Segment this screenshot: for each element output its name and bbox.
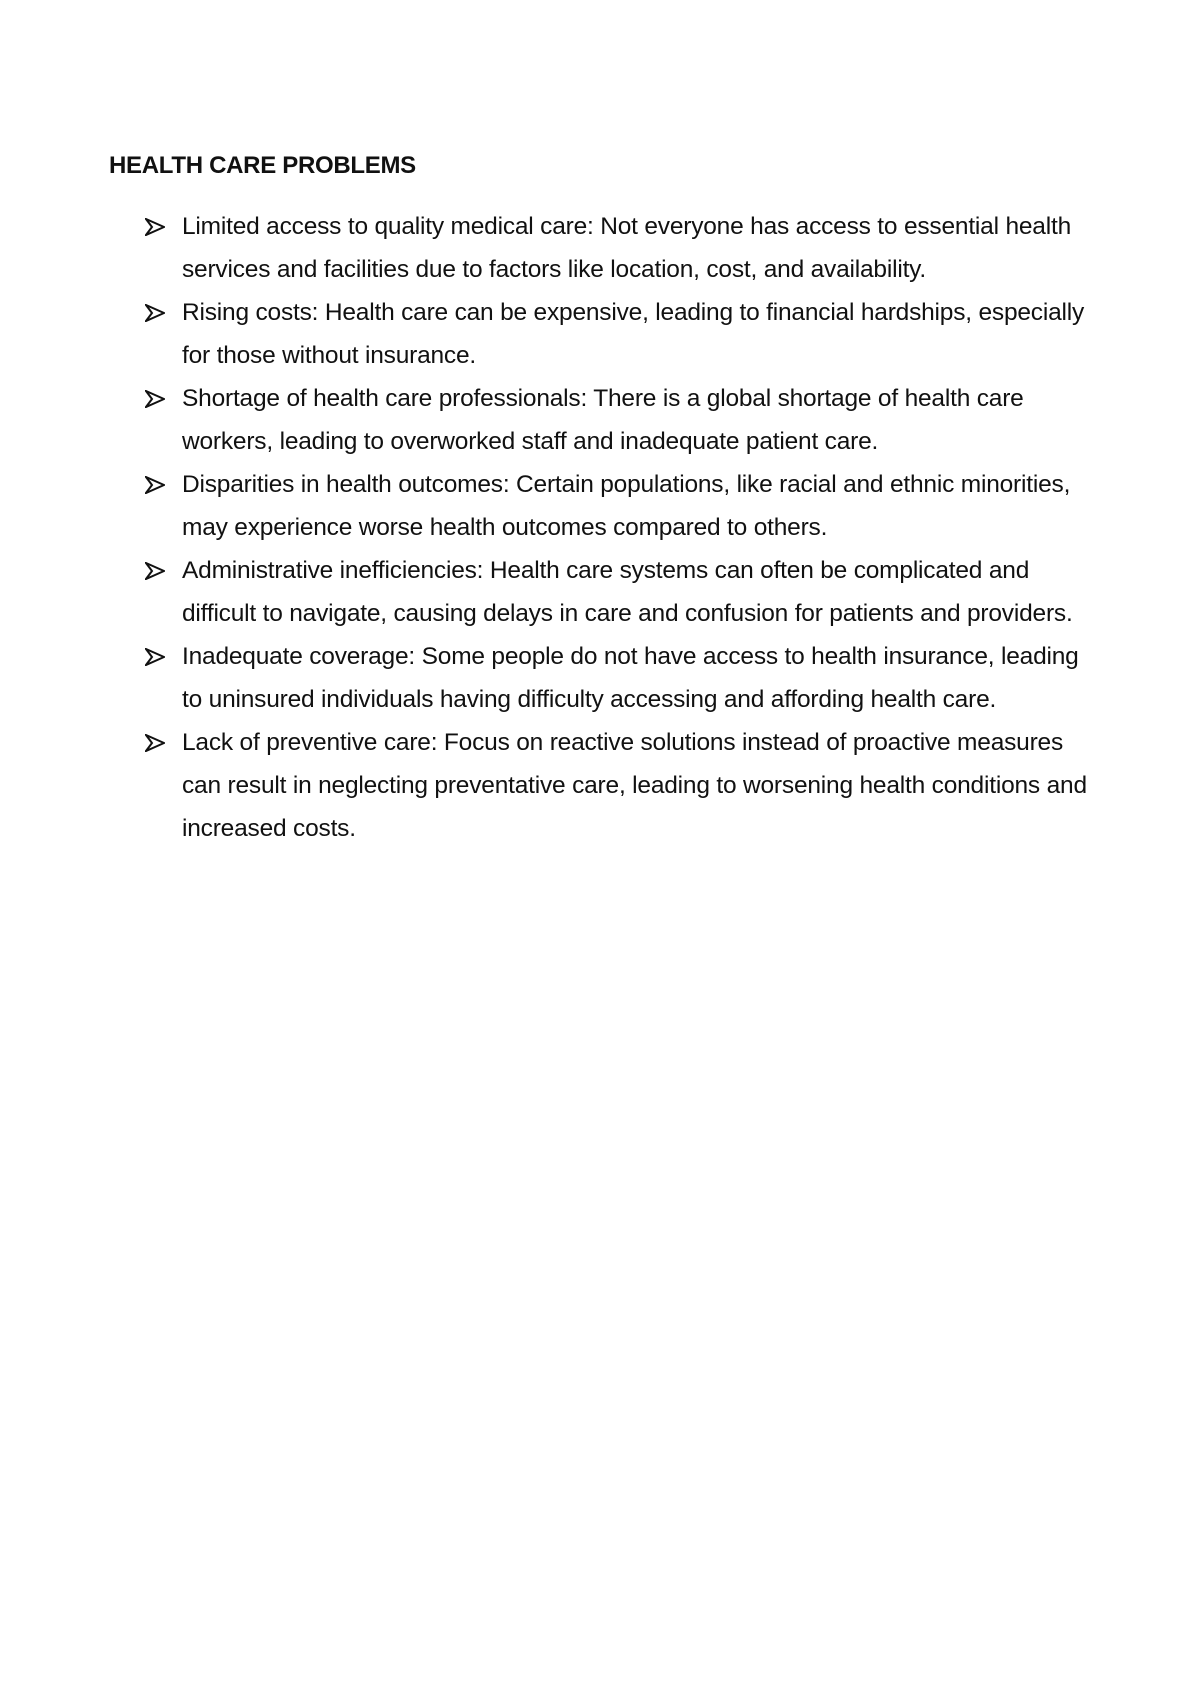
list-item-text: Rising costs: Health care can be expensive, leading to financial hardships, especially for those without insurance. [182, 299, 1085, 369]
arrowhead-bullet-icon [145, 734, 165, 752]
list-item-text: Limited access to quality medical care: Not everyone has access to essential health services and facilities due to factors like location, cost, and availability. [182, 213, 1072, 283]
list-item [145, 549, 1105, 635]
arrowhead-bullet-icon [145, 218, 165, 236]
list-item-text: Administrative inefficiencies: Health care systems can often be complicated and difficult to navigate, causing delays in care and confusion for patients and providers. [182, 557, 1073, 627]
document-heading: HEALTH CARE PROBLEMS [109, 152, 416, 179]
list-item-text: Disparities in health outcomes: Certain populations, like racial and ethnic minorities, may experience worse health outcomes compared to others. [182, 471, 1071, 541]
arrowhead-bullet-icon [145, 648, 165, 666]
list-item-text: Inadequate coverage: Some people do not have access to health insurance, leading to uninsured individuals having difficulty accessing and affording health care. [182, 643, 1079, 713]
list-item-text: Shortage of health care professionals: There is a global shortage of health care workers, leading to overworked staff and inadequate patient care. [182, 385, 1024, 455]
list-item [145, 463, 1105, 549]
problem-list [145, 205, 1105, 850]
arrowhead-bullet-icon [145, 304, 165, 322]
list-item [145, 635, 1105, 721]
list-item [145, 721, 1105, 850]
list-item [145, 205, 1105, 291]
arrowhead-bullet-icon [145, 390, 165, 408]
list-item-text: Lack of preventive care: Focus on reactive solutions instead of proactive measures can result in neglecting preventative care, leading to worsening health conditions and increased costs. [182, 729, 1087, 842]
list-item [145, 377, 1105, 463]
arrowhead-bullet-icon [145, 562, 165, 580]
list-item [145, 291, 1105, 377]
arrowhead-bullet-icon [145, 476, 165, 494]
